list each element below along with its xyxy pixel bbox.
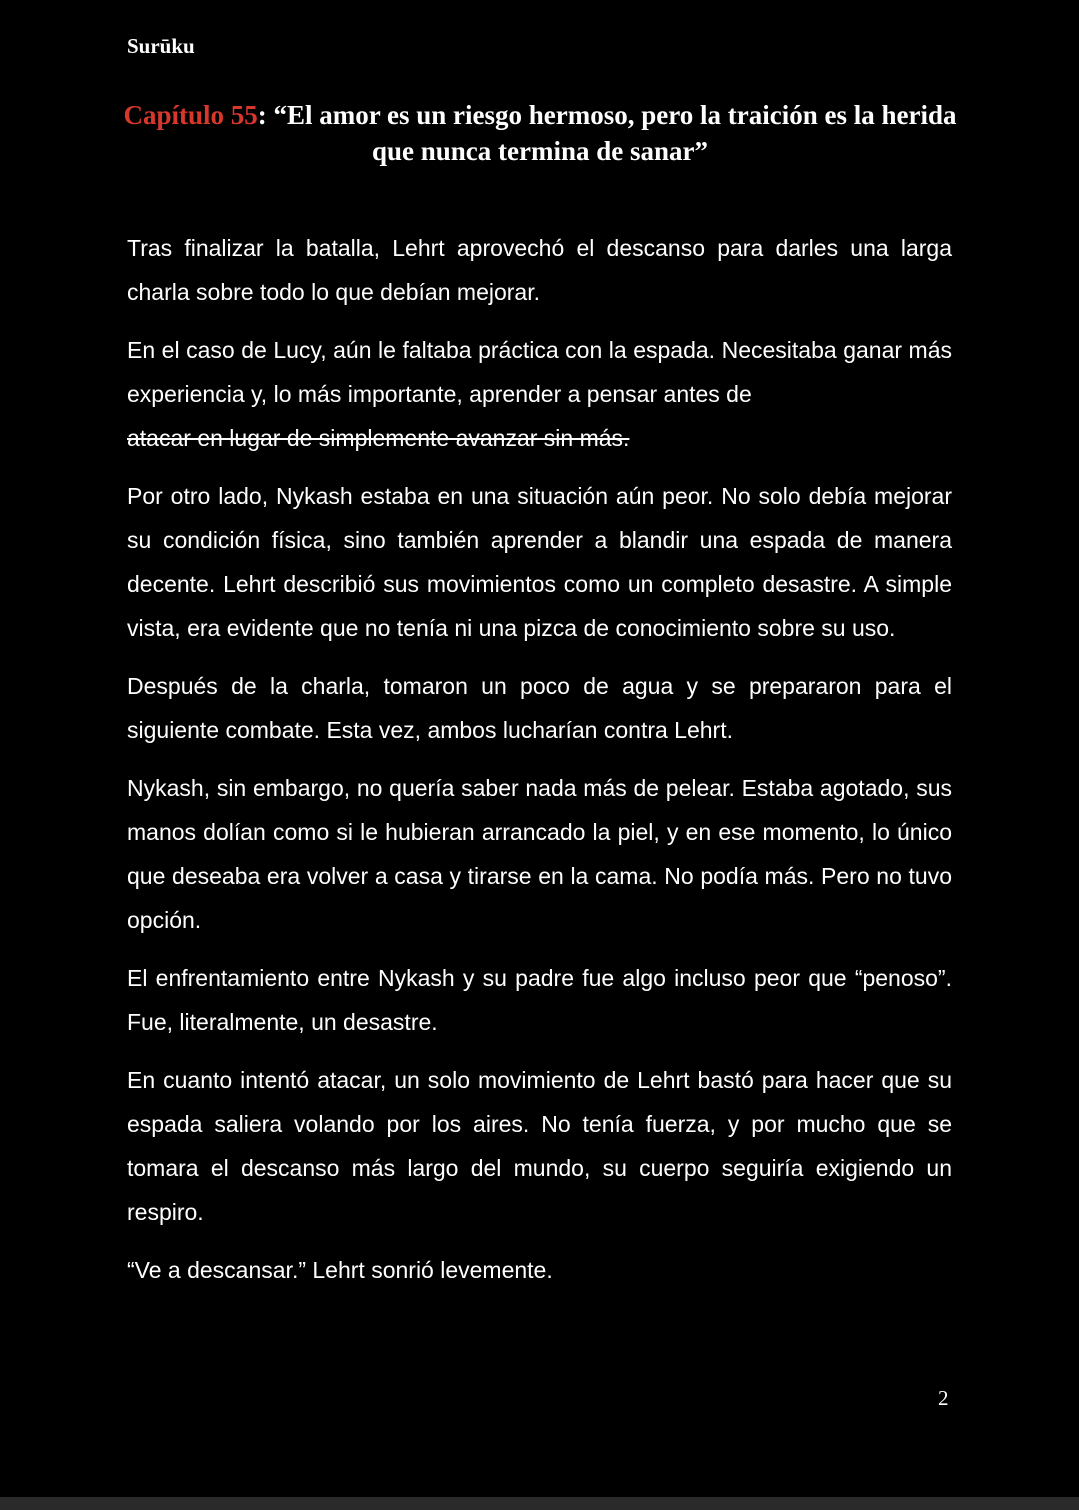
- paragraph: Nykash, sin embargo, no quería saber nada más de pelear. Estaba agotado, sus manos dolían como si le hubieran arrancado la piel, y en ese momento, lo único que deseaba era volver a casa y tirarse en la cama. No podía más. Pero no tuvo opción.: [127, 775, 952, 933]
- paragraph: Por otro lado, Nykash estaba en una situación aún peor. No solo debía mejorar su condición física, sino también aprender a blandir una espada de manera decente. Lehrt describió sus movimientos como un completo desastre. A simple vista, era evidente que no tenía ni una pizca de conocimiento sobre su uso.: [127, 483, 952, 641]
- chapter-body: [127, 226, 952, 1306]
- chapter-subtitle: “El amor es un riesgo hermoso, pero la traición es la herida que nunca termina de sanar”: [273, 100, 957, 166]
- paragraph-text: En el caso de Lucy, aún le faltaba práctica con la espada. Necesitaba ganar más experiencia y, lo más importante, aprender a pensar antes de: [127, 337, 952, 407]
- author-header: Surūku: [127, 34, 195, 58]
- paragraph: Tras finalizar la batalla, Lehrt aprovechó el descanso para darles una larga charla sobre todo lo que debían mejorar.: [127, 235, 952, 305]
- chapter-number: Capítulo 55: [123, 100, 258, 130]
- chapter-separator: :: [257, 100, 274, 130]
- struck-text: atacar en lugar de simplemente avanzar sin más.: [127, 425, 630, 451]
- paragraph: [127, 328, 952, 460]
- chapter-title: [110, 97, 970, 169]
- paragraph: Después de la charla, tomaron un poco de agua y se prepararon para el siguiente combate. Esta vez, ambos lucharían contra Lehrt.: [127, 673, 952, 743]
- paragraph: El enfrentamiento entre Nykash y su padre fue algo incluso peor que “penoso”. Fue, literalmente, un desastre.: [127, 965, 952, 1035]
- page-number: 2: [938, 1386, 949, 1410]
- paragraph: En cuanto intentó atacar, un solo movimiento de Lehrt bastó para hacer que su espada saliera volando por los aires. No tenía fuerza, y por mucho que se tomara el descanso más largo del mundo, su cuerpo seguiría exigiendo un respiro.: [127, 1067, 952, 1225]
- paragraph: “Ve a descansar.” Lehrt sonrió levemente.: [127, 1257, 553, 1283]
- page-bottom-edge: [0, 1497, 1079, 1510]
